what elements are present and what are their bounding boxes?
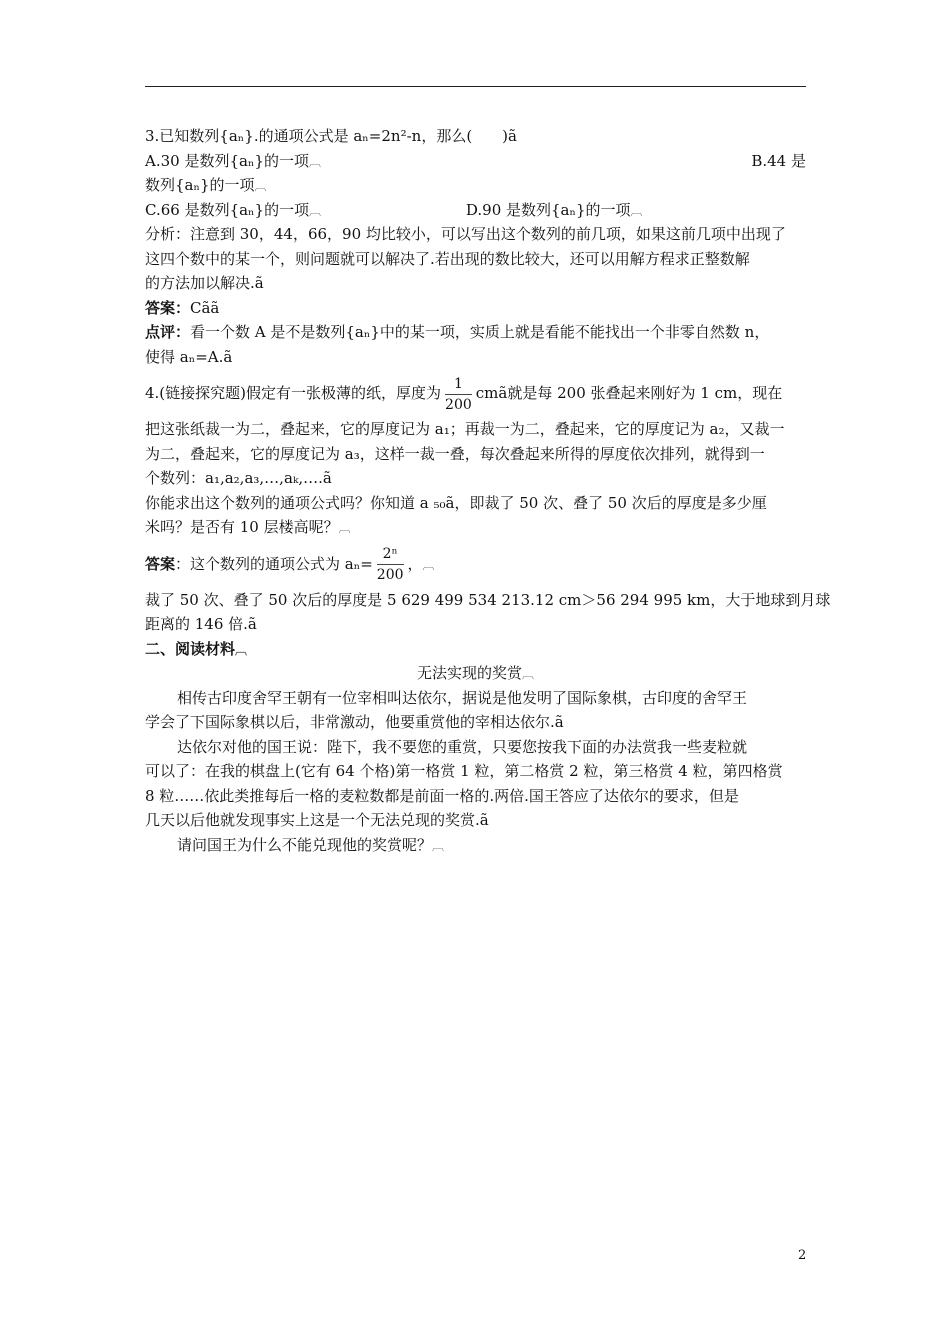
- q3-answer: 答案：Cãã: [145, 298, 220, 317]
- paragraph-mark-icon: ︹: [338, 521, 351, 535]
- q3-option-d: D.90 是数列{aₙ}的一项: [465, 200, 631, 219]
- q4-line-2: 把这张纸裁一为二，叠起来，它的厚度记为 a₁；再裁一为二，叠起来，它的厚度记为 a₂，又裁一: [145, 420, 785, 438]
- q3-options-cd: [145, 198, 806, 223]
- paragraph-mark-icon: ︹: [522, 667, 535, 681]
- paragraph-mark-icon: ︹: [235, 642, 248, 657]
- q3-analysis-3: 的方法加以解决.ã: [145, 274, 264, 292]
- answer-label: 答案: [145, 554, 176, 573]
- q4-answer: 答案：这个数列的通项公式为 aₙ= $\frac{\text{2ⁿ}}{200}$ ，︹: [145, 546, 435, 583]
- q3-comment-1: 点评：看一个数 A 是不是数列{aₙ}中的某一项，实质上就是看能不能找出一个非零自然数 n，: [145, 323, 770, 341]
- fraction-2n-over-200: $\frac{\text{2ⁿ}}{200}$: [376, 546, 404, 583]
- q3-comment-2: 使得 aₙ=A.ã: [145, 347, 233, 366]
- reading-p1-2: 学会了下国际象棋以后，非常激动，他要重赏他的宰相达依尔.ã: [145, 713, 564, 731]
- q3-option-c: C.66 是数列{aₙ}的一项: [145, 200, 310, 219]
- paragraph-mark-icon: ︹: [309, 203, 322, 218]
- reading-p1-1: 相传古印度舍罕王朝有一位宰相叫达依尔，据说是他发明了国际象棋，古印度的舍罕王: [177, 688, 748, 707]
- q3-stem: 3.已知数列{aₙ}.的通项公式是 aₙ=2n²-n，那么( )ã: [145, 127, 517, 145]
- reading-p3: 请问国王为什么不能兑现他的奖赏呢？︹: [177, 835, 445, 854]
- paragraph-mark-icon: ︹: [630, 203, 643, 218]
- reading-p2-1: 达依尔对他的国王说：陛下，我不要您的重赏，只要您按我下面的办法赏我一些麦粒就: [177, 737, 748, 756]
- q3-options-ab: [145, 149, 806, 174]
- paragraph-mark-icon: ︹: [254, 179, 267, 193]
- paragraph-mark-icon: ︹: [422, 557, 435, 572]
- q4-line-1: 4.(链接探究题)假定有一张极薄的纸，厚度为 $\frac{1}{200}$ cmã就是每 200 张叠起来刚好为 1 cm，现在: [145, 375, 783, 413]
- reading-p2-3: 8 粒……依此类推每后一格的麦粒数都是前面一格的.两倍.国王答应了达依尔的要求，但是: [145, 786, 739, 805]
- reading-p2-2: 可以了：在我的棋盘上(它有 64 个格)第一格赏 1 粒，第二格赏 2 粒，第三格赏 4 粒，第四格赏: [145, 762, 783, 780]
- q3-analysis-1: 分析：注意到 30，44，66，90 均比较小，可以写出这个数列的前几项，如果这前几项中出现了: [145, 225, 786, 243]
- q4-result-2: 距离的 146 倍.ã: [145, 615, 257, 633]
- paragraph-mark-icon: ︹: [432, 838, 445, 853]
- q3-option-a: A.30 是数列{aₙ}的一项: [145, 151, 309, 170]
- reading-p2-4: 几天以后他就发现事实上这是一个无法兑现的奖赏.ã: [145, 811, 489, 829]
- page-number: 2: [798, 1248, 807, 1263]
- q4-line-5: 你能求出这个数列的通项公式吗？你知道 a ₅₀ã，即裁了 50 次、叠了 50 次后的厚度是多少厘: [145, 493, 767, 512]
- reading-title: 无法实现的奖赏︹: [416, 664, 535, 682]
- q4-line-3: 为二，叠起来，它的厚度记为 a₃，这样一裁一叠，每次叠起来所得的厚度依次排列，就得到一: [145, 444, 765, 463]
- q4-line-4: 个数列：a₁,a₂,a₃,…,aₖ,….ã: [145, 469, 332, 487]
- paragraph-mark-icon: ︹: [308, 154, 321, 169]
- q4-line-6: 米吗？是否有 10 层楼高呢？︹: [145, 518, 351, 536]
- q3-option-b-cont: 数列{aₙ}的一项︹: [145, 176, 267, 194]
- header-rule: [145, 86, 806, 87]
- section-heading: 二、阅读材料︹: [145, 639, 248, 658]
- fraction-1-over-200: $\frac{1}{200}$: [445, 375, 472, 413]
- answer-label: 答案：: [145, 298, 191, 317]
- page-content: [145, 124, 831, 857]
- q4-result-1: 裁了 50 次、叠了 50 次后的厚度是 5 629 499 534 213.12 cm＞56 294 995 km，大于地球到月球: [145, 590, 831, 609]
- comment-label: 点评：: [145, 323, 191, 341]
- q3-option-b: B.44 是: [751, 151, 806, 170]
- q3-analysis-2: 这四个数中的某一个，则问题就可以解决了.若出现的数比较大，还可以用解方程求正整数解: [145, 249, 750, 268]
